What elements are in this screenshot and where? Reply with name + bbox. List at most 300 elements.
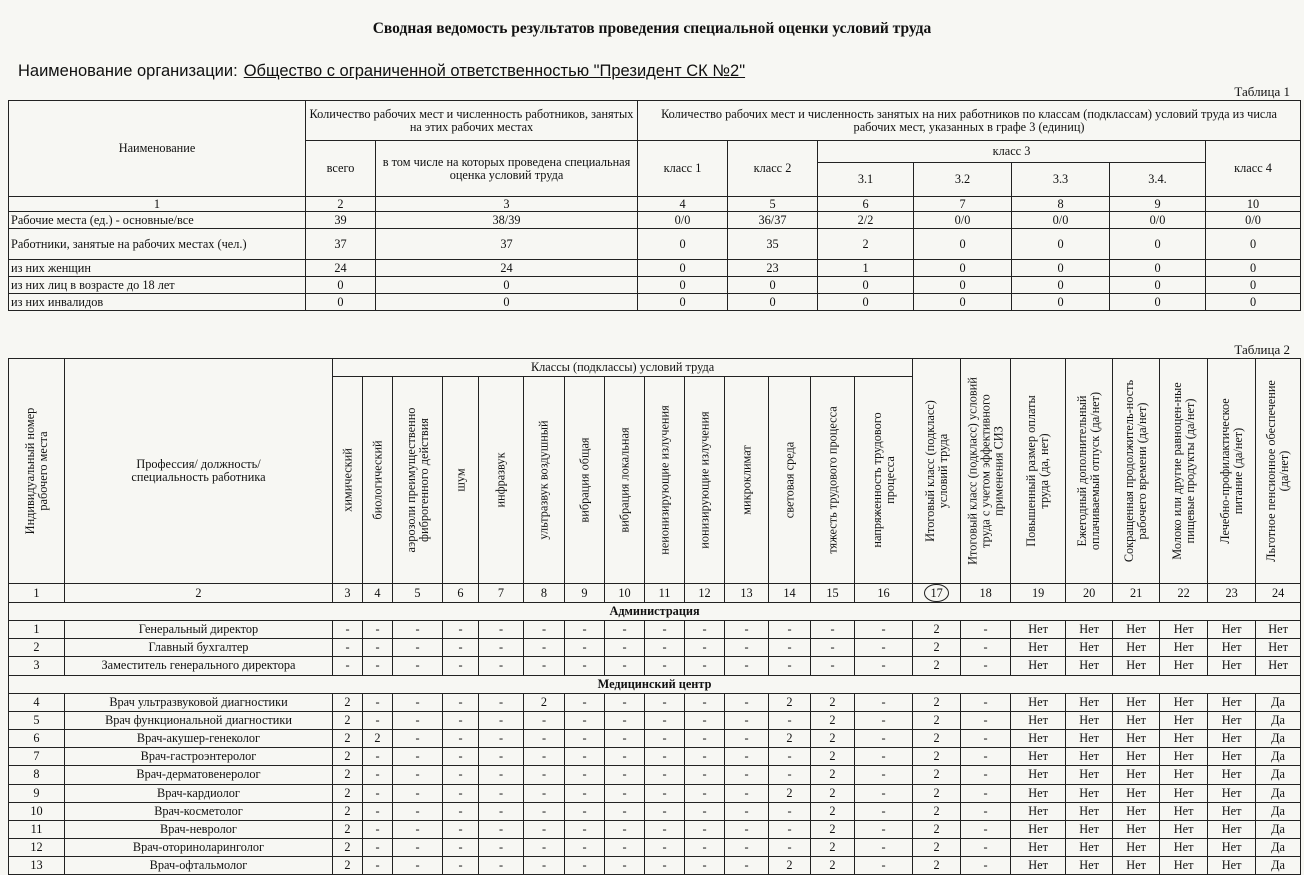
t1-header-class3: класс 3 bbox=[818, 141, 1206, 163]
t2-cell: Нет bbox=[1066, 639, 1113, 657]
t2-cell: - bbox=[479, 766, 524, 784]
t2-cell: - bbox=[855, 729, 913, 747]
t2-cell: Нет bbox=[1208, 802, 1256, 820]
t2-profession: Врач-офтальмолог bbox=[65, 857, 333, 875]
t2-column-number: 1 bbox=[9, 584, 65, 603]
t2-cell: - bbox=[961, 839, 1011, 857]
t2-cell: Нет bbox=[1011, 766, 1066, 784]
t2-cell: Нет bbox=[1160, 748, 1208, 766]
t2-cell: - bbox=[363, 766, 393, 784]
t2-cell: Да bbox=[1256, 748, 1301, 766]
t2-cell: - bbox=[565, 639, 605, 657]
t1-cell: 0 bbox=[306, 294, 376, 311]
t2-cell: - bbox=[725, 621, 769, 639]
t2-cell: - bbox=[769, 820, 811, 838]
t2-cell: - bbox=[725, 748, 769, 766]
t1-row bbox=[9, 277, 1301, 294]
t2-cell: - bbox=[605, 748, 645, 766]
t2-column-number: 13 bbox=[725, 584, 769, 603]
t2-cell: Нет bbox=[1011, 639, 1066, 657]
t2-cell: 2 bbox=[913, 639, 961, 657]
t1-header-quantity: Количество рабочих мест и численность работников, занятых на этих рабочих местах bbox=[306, 101, 638, 141]
t2-cell: Да bbox=[1256, 693, 1301, 711]
t2-cell: 2 bbox=[811, 802, 855, 820]
t2-cell: Нет bbox=[1011, 748, 1066, 766]
t1-cell: 0 bbox=[1206, 277, 1301, 294]
t2-cell: - bbox=[685, 802, 725, 820]
t2-cell: 2 bbox=[913, 621, 961, 639]
t1-cell: 0 bbox=[638, 260, 728, 277]
organization-line bbox=[18, 62, 745, 81]
t2-workplace-id: 2 bbox=[9, 639, 65, 657]
t2-cell: 2 bbox=[811, 784, 855, 802]
t2-cell: - bbox=[393, 857, 443, 875]
t2-row bbox=[9, 784, 1301, 802]
t2-cell: - bbox=[479, 657, 524, 675]
t1-column-number: 1 bbox=[9, 197, 306, 212]
t2-cell: 2 bbox=[333, 766, 363, 784]
t2-column-number-circled: 17 bbox=[924, 584, 948, 602]
t1-cell: 38/39 bbox=[376, 212, 638, 229]
t2-cell: - bbox=[855, 621, 913, 639]
t2-cell: - bbox=[443, 802, 479, 820]
t2-cell: - bbox=[769, 748, 811, 766]
t2-cell: - bbox=[393, 711, 443, 729]
t2-profession: Генеральный директор bbox=[65, 621, 333, 639]
t2-cell: Нет bbox=[1208, 820, 1256, 838]
t2-cell: - bbox=[565, 820, 605, 838]
t1-cell: 0 bbox=[376, 277, 638, 294]
t2-cell: Нет bbox=[1208, 657, 1256, 675]
t2-cell: - bbox=[961, 693, 1011, 711]
t2-column-number: 12 bbox=[685, 584, 725, 603]
t1-row-label: из них инвалидов bbox=[9, 294, 306, 311]
t2-cell: Нет bbox=[1208, 621, 1256, 639]
t2-cell: Нет bbox=[1113, 766, 1160, 784]
t1-cell: 0 bbox=[914, 229, 1012, 260]
t1-cell: 0 bbox=[1110, 277, 1206, 294]
t2-cell: 2 bbox=[769, 857, 811, 875]
t2-cell: Нет bbox=[1066, 693, 1113, 711]
t2-profession: Врач функциональной диагностики bbox=[65, 711, 333, 729]
t1-row-label: из них лиц в возрасте до 18 лет bbox=[9, 277, 306, 294]
t1-cell: 0/0 bbox=[1110, 212, 1206, 229]
t1-cell: 0 bbox=[1206, 229, 1301, 260]
t2-cell: Нет bbox=[1066, 802, 1113, 820]
t2-column-number: 6 bbox=[443, 584, 479, 603]
t2-cell: - bbox=[393, 621, 443, 639]
t2-cell: - bbox=[524, 839, 565, 857]
t2-cell: - bbox=[725, 839, 769, 857]
t2-workplace-id: 7 bbox=[9, 748, 65, 766]
t2-header-factor: неионизирующие излучения bbox=[645, 377, 685, 584]
t1-cell: 0 bbox=[914, 260, 1012, 277]
t2-cell: Нет bbox=[1066, 657, 1113, 675]
t2-row bbox=[9, 693, 1301, 711]
t1-cell: 0 bbox=[1206, 294, 1301, 311]
t1-cell: 2 bbox=[818, 229, 914, 260]
t2-header-factor: тяжесть трудового процесса bbox=[811, 377, 855, 584]
t2-cell: Нет bbox=[1066, 621, 1113, 639]
t2-cell: - bbox=[565, 839, 605, 857]
t2-cell: - bbox=[443, 657, 479, 675]
t1-row bbox=[9, 260, 1301, 277]
t2-cell: - bbox=[333, 657, 363, 675]
t2-cell: Нет bbox=[1113, 657, 1160, 675]
t2-cell: Да bbox=[1256, 729, 1301, 747]
t2-cell: - bbox=[961, 657, 1011, 675]
t2-cell: Нет bbox=[1066, 839, 1113, 857]
t2-cell: - bbox=[855, 766, 913, 784]
t1-cell: 0 bbox=[818, 277, 914, 294]
t2-cell: - bbox=[363, 820, 393, 838]
organization-name: Общество с ограниченной ответственностью "Президент СК №2" bbox=[243, 62, 746, 80]
t2-cell: Нет bbox=[1066, 729, 1113, 747]
t2-row bbox=[9, 621, 1301, 639]
t2-row bbox=[9, 729, 1301, 747]
t2-cell: - bbox=[479, 711, 524, 729]
t2-cell: - bbox=[725, 729, 769, 747]
t2-header-milk: Молоко или другие равноцен-ные пищевые продукты (да/нет) bbox=[1160, 359, 1208, 584]
t2-cell: - bbox=[685, 784, 725, 802]
t1-cell: 0 bbox=[1012, 229, 1110, 260]
t2-cell: Нет bbox=[1011, 820, 1066, 838]
t2-header-final-class: Итоговый класс (подкласс) условий труда bbox=[913, 359, 961, 584]
t2-cell: - bbox=[961, 748, 1011, 766]
t2-cell: - bbox=[443, 748, 479, 766]
t2-header-profession: Профессия/ должность/ специальность работника bbox=[65, 359, 333, 584]
t2-cell: - bbox=[443, 729, 479, 747]
t2-cell: Нет bbox=[1208, 784, 1256, 802]
table1-summary bbox=[8, 100, 1301, 311]
t2-row bbox=[9, 857, 1301, 875]
t2-cell: Нет bbox=[1113, 621, 1160, 639]
t2-cell: - bbox=[685, 621, 725, 639]
t2-cell: Нет bbox=[1066, 711, 1113, 729]
t2-cell: - bbox=[393, 784, 443, 802]
t2-header-factor: вибрация общая bbox=[565, 377, 605, 584]
t2-row bbox=[9, 639, 1301, 657]
t2-header-factor: ионизирующие излучения bbox=[685, 377, 725, 584]
t2-column-number: 23 bbox=[1208, 584, 1256, 603]
t2-cell: - bbox=[645, 621, 685, 639]
t2-cell: - bbox=[393, 802, 443, 820]
t2-cell: Да bbox=[1256, 802, 1301, 820]
organization-label: Наименование организации: bbox=[18, 62, 238, 80]
t2-cell: - bbox=[524, 639, 565, 657]
t1-cell: 2/2 bbox=[818, 212, 914, 229]
t2-cell: 2 bbox=[913, 857, 961, 875]
t2-cell: - bbox=[961, 766, 1011, 784]
t1-column-number: 9 bbox=[1110, 197, 1206, 212]
t2-cell: 2 bbox=[811, 711, 855, 729]
t2-workplace-id: 12 bbox=[9, 839, 65, 857]
t2-workplace-id: 10 bbox=[9, 802, 65, 820]
t1-row bbox=[9, 294, 1301, 311]
t1-header-class4: класс 4 bbox=[1206, 141, 1301, 197]
t2-profession: Врач ультразвуковой диагностики bbox=[65, 693, 333, 711]
t2-cell: - bbox=[443, 766, 479, 784]
t2-header-reduced-hours: Сокращенная продолжитель-ность рабочего времени (да/нет) bbox=[1113, 359, 1160, 584]
t2-profession: Врач-дерматовенеролог bbox=[65, 766, 333, 784]
t1-cell: 0 bbox=[638, 229, 728, 260]
t1-row bbox=[9, 229, 1301, 260]
t1-header-3-2: 3.2 bbox=[914, 163, 1012, 197]
t2-cell: - bbox=[645, 766, 685, 784]
t2-cell: 2 bbox=[333, 784, 363, 802]
t2-cell: Нет bbox=[1011, 693, 1066, 711]
t2-cell: - bbox=[769, 639, 811, 657]
t2-cell: - bbox=[645, 820, 685, 838]
t2-cell: - bbox=[443, 839, 479, 857]
t2-cell: 2 bbox=[913, 657, 961, 675]
t2-cell: - bbox=[443, 621, 479, 639]
t2-column-number: 3 bbox=[333, 584, 363, 603]
t1-row bbox=[9, 212, 1301, 229]
t1-header-assessed: в том числе на которых проведена специальная оценка условий труда bbox=[376, 141, 638, 197]
t2-cell: - bbox=[811, 657, 855, 675]
t1-cell: 0 bbox=[728, 277, 818, 294]
t2-cell: Нет bbox=[1256, 639, 1301, 657]
t2-column-number: 14 bbox=[769, 584, 811, 603]
t2-cell: Нет bbox=[1208, 693, 1256, 711]
t2-cell: - bbox=[524, 621, 565, 639]
t2-cell: - bbox=[479, 693, 524, 711]
t1-header-name: Наименование bbox=[9, 101, 306, 197]
t2-cell: - bbox=[855, 820, 913, 838]
t2-row bbox=[9, 748, 1301, 766]
t2-profession: Главный бухгалтер bbox=[65, 639, 333, 657]
t2-cell: - bbox=[685, 820, 725, 838]
t2-cell: 2 bbox=[913, 820, 961, 838]
t2-cell: Да bbox=[1256, 820, 1301, 838]
t1-header-total: всего bbox=[306, 141, 376, 197]
t2-cell: - bbox=[961, 857, 1011, 875]
t2-profession: Врач-гастроэнтеролог bbox=[65, 748, 333, 766]
t2-header-factor: шум bbox=[443, 377, 479, 584]
t2-cell: - bbox=[855, 784, 913, 802]
t2-cell: 2 bbox=[333, 802, 363, 820]
t2-cell: Нет bbox=[1256, 657, 1301, 675]
t2-cell: Нет bbox=[1066, 857, 1113, 875]
t2-header-id: Индивидуальный номер рабочего места bbox=[9, 359, 65, 584]
t2-cell: Нет bbox=[1208, 729, 1256, 747]
t2-cell: Нет bbox=[1011, 839, 1066, 857]
t2-cell: - bbox=[479, 621, 524, 639]
t2-cell: Нет bbox=[1011, 784, 1066, 802]
t2-cell: - bbox=[605, 639, 645, 657]
t2-column-number: 11 bbox=[645, 584, 685, 603]
t2-header-factor: вибрация локальная bbox=[605, 377, 645, 584]
t1-cell: 0 bbox=[728, 294, 818, 311]
table2-caption: Таблица 2 bbox=[1234, 342, 1290, 357]
t2-cell: - bbox=[443, 784, 479, 802]
t2-cell: - bbox=[479, 802, 524, 820]
t2-header-factor: ультразвук воздушный bbox=[524, 377, 565, 584]
t2-cell: - bbox=[393, 693, 443, 711]
t2-cell: 2 bbox=[333, 693, 363, 711]
t2-cell: - bbox=[645, 729, 685, 747]
t2-profession: Врач-оториноларинголог bbox=[65, 839, 333, 857]
t2-cell: - bbox=[479, 839, 524, 857]
t2-cell: 2 bbox=[769, 784, 811, 802]
t2-cell: 2 bbox=[913, 748, 961, 766]
t2-cell: - bbox=[565, 729, 605, 747]
t2-cell: - bbox=[479, 784, 524, 802]
t1-cell: 24 bbox=[306, 260, 376, 277]
t2-cell: Да bbox=[1256, 784, 1301, 802]
t2-cell: Нет bbox=[1160, 839, 1208, 857]
t2-header-factor: световая среда bbox=[769, 377, 811, 584]
t1-cell: 0 bbox=[1012, 260, 1110, 277]
t2-cell: - bbox=[961, 784, 1011, 802]
t2-workplace-id: 9 bbox=[9, 784, 65, 802]
t2-cell: - bbox=[393, 729, 443, 747]
t2-cell: Нет bbox=[1160, 857, 1208, 875]
t2-cell: 2 bbox=[811, 766, 855, 784]
t2-cell: - bbox=[393, 820, 443, 838]
t2-cell: - bbox=[363, 784, 393, 802]
t2-section-row bbox=[9, 675, 1301, 693]
t2-cell: - bbox=[565, 802, 605, 820]
t2-cell: - bbox=[565, 621, 605, 639]
t2-cell: Нет bbox=[1208, 766, 1256, 784]
t2-cell: - bbox=[363, 802, 393, 820]
t2-cell: - bbox=[393, 748, 443, 766]
t2-workplace-id: 11 bbox=[9, 820, 65, 838]
t2-cell: - bbox=[725, 711, 769, 729]
t2-cell: - bbox=[645, 802, 685, 820]
t2-section-title: Администрация bbox=[9, 603, 1301, 621]
t2-cell: 2 bbox=[333, 748, 363, 766]
t2-cell: - bbox=[443, 639, 479, 657]
t1-cell: 37 bbox=[306, 229, 376, 260]
t2-cell: - bbox=[363, 839, 393, 857]
table1-caption: Таблица 1 bbox=[1234, 84, 1290, 99]
t2-cell: - bbox=[363, 711, 393, 729]
t2-cell: - bbox=[645, 839, 685, 857]
t2-cell: Нет bbox=[1160, 711, 1208, 729]
t2-cell: - bbox=[605, 784, 645, 802]
t2-cell: - bbox=[961, 639, 1011, 657]
t2-cell: Нет bbox=[1113, 802, 1160, 820]
t2-workplace-id: 8 bbox=[9, 766, 65, 784]
t2-cell: - bbox=[524, 820, 565, 838]
t2-cell: Нет bbox=[1011, 621, 1066, 639]
t2-cell: Нет bbox=[1160, 639, 1208, 657]
t2-column-number: 22 bbox=[1160, 584, 1208, 603]
t2-header-factor: напряженность трудового процесса bbox=[855, 377, 913, 584]
t2-cell: - bbox=[565, 711, 605, 729]
t2-cell: - bbox=[645, 748, 685, 766]
t2-column-number: 2 bbox=[65, 584, 333, 603]
t2-cell: 2 bbox=[913, 766, 961, 784]
t2-cell: - bbox=[393, 839, 443, 857]
t2-column-number: 4 bbox=[363, 584, 393, 603]
t2-column-number: 10 bbox=[605, 584, 645, 603]
t2-cell: Нет bbox=[1066, 748, 1113, 766]
t2-cell: - bbox=[524, 784, 565, 802]
t1-cell: 24 bbox=[376, 260, 638, 277]
t2-cell: - bbox=[855, 711, 913, 729]
t2-cell: - bbox=[685, 857, 725, 875]
t2-header-classes: Классы (подклассы) условий труда bbox=[333, 359, 913, 377]
t2-workplace-id: 5 bbox=[9, 711, 65, 729]
t2-row bbox=[9, 820, 1301, 838]
t2-cell: - bbox=[443, 820, 479, 838]
t2-cell: - bbox=[479, 857, 524, 875]
t2-cell: - bbox=[524, 729, 565, 747]
t2-cell: - bbox=[855, 748, 913, 766]
t2-cell: - bbox=[605, 802, 645, 820]
t2-cell: 2 bbox=[811, 729, 855, 747]
t2-cell: - bbox=[479, 729, 524, 747]
t2-cell: 2 bbox=[913, 839, 961, 857]
t2-cell: - bbox=[725, 820, 769, 838]
t1-column-number: 8 bbox=[1012, 197, 1110, 212]
t1-column-number: 4 bbox=[638, 197, 728, 212]
t2-cell: - bbox=[605, 766, 645, 784]
t2-cell: - bbox=[855, 657, 913, 675]
t1-cell: 0 bbox=[818, 294, 914, 311]
t1-header-class2: класс 2 bbox=[728, 141, 818, 197]
t2-cell: - bbox=[685, 639, 725, 657]
t2-cell: - bbox=[565, 657, 605, 675]
t2-cell: - bbox=[855, 802, 913, 820]
t2-cell: Нет bbox=[1113, 784, 1160, 802]
t2-column-number: 15 bbox=[811, 584, 855, 603]
t2-column-number bbox=[913, 584, 961, 603]
t2-cell: 2 bbox=[769, 729, 811, 747]
t2-cell: 2 bbox=[524, 693, 565, 711]
t2-header-factor: биологический bbox=[363, 377, 393, 584]
t1-cell: 37 bbox=[376, 229, 638, 260]
t1-column-number: 10 bbox=[1206, 197, 1301, 212]
t2-column-number: 20 bbox=[1066, 584, 1113, 603]
t2-header-factor: аэрозоли преимущественно фиброгенного действия bbox=[393, 377, 443, 584]
t2-cell: - bbox=[961, 711, 1011, 729]
t2-cell: Нет bbox=[1011, 857, 1066, 875]
t2-cell: Нет bbox=[1011, 729, 1066, 747]
t1-cell: 0 bbox=[1110, 260, 1206, 277]
t2-cell: - bbox=[645, 711, 685, 729]
t2-column-number: 18 bbox=[961, 584, 1011, 603]
t2-cell: - bbox=[605, 693, 645, 711]
t2-cell: - bbox=[524, 748, 565, 766]
t2-cell: 2 bbox=[913, 729, 961, 747]
t2-cell: Нет bbox=[1208, 639, 1256, 657]
t2-cell: - bbox=[363, 621, 393, 639]
t2-cell: Нет bbox=[1208, 748, 1256, 766]
t1-row-label: Работники, занятые на рабочих местах (чел.) bbox=[9, 229, 306, 260]
t2-profession: Врач-косметолог bbox=[65, 802, 333, 820]
t2-workplace-id: 4 bbox=[9, 693, 65, 711]
t2-row bbox=[9, 802, 1301, 820]
t2-cell: - bbox=[443, 711, 479, 729]
t2-cell: Нет bbox=[1256, 621, 1301, 639]
t2-cell: Нет bbox=[1113, 729, 1160, 747]
t2-cell: - bbox=[769, 802, 811, 820]
t1-cell: 0/0 bbox=[638, 212, 728, 229]
t1-column-number: 2 bbox=[306, 197, 376, 212]
t2-cell: Нет bbox=[1011, 802, 1066, 820]
t2-cell: - bbox=[685, 657, 725, 675]
t2-cell: 2 bbox=[333, 820, 363, 838]
t2-cell: Нет bbox=[1011, 711, 1066, 729]
t2-header-factor: инфразвук bbox=[479, 377, 524, 584]
t2-column-number: 5 bbox=[393, 584, 443, 603]
t2-cell: 2 bbox=[333, 729, 363, 747]
